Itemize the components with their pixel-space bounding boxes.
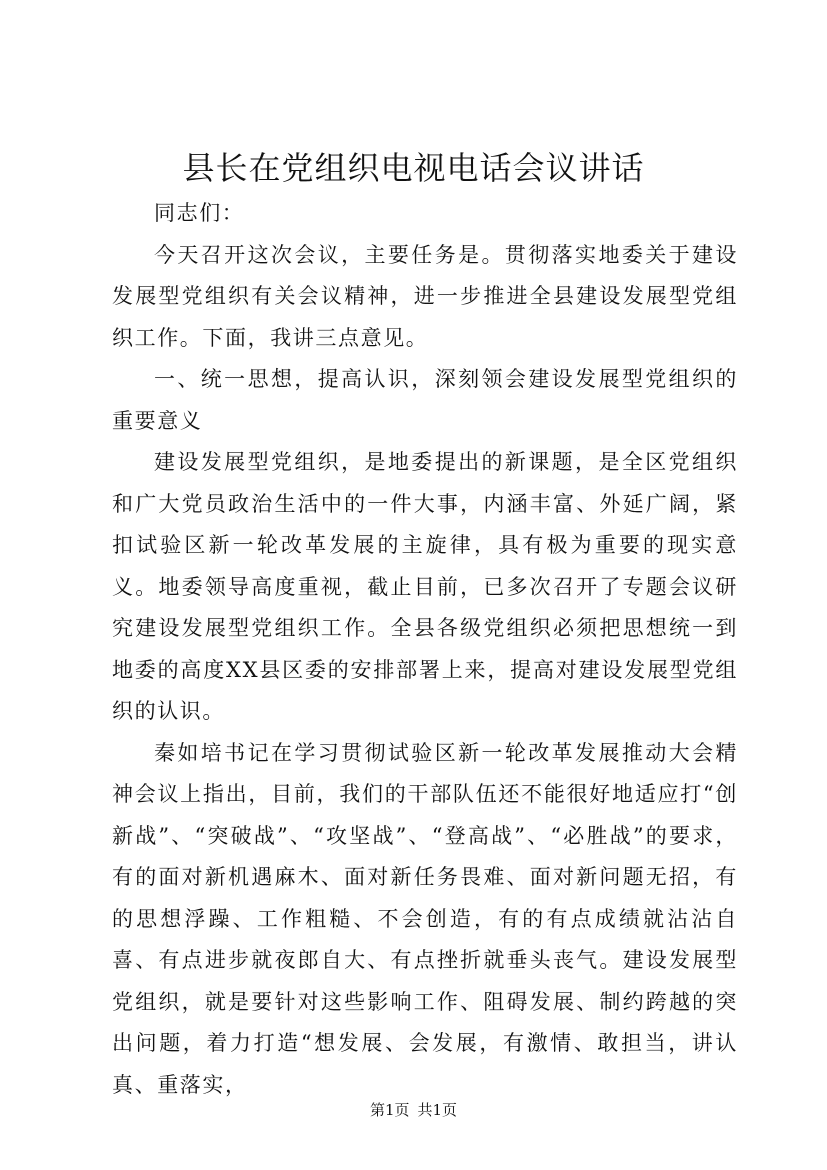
page-footer [0,1100,827,1120]
body-paragraph-intro: 今天召开这次会议，主要任务是。贯彻落实地委关于建设发展型党组织有关会议精神，进一步推进全县建设发展型党组织工作。下面，我讲三点意见。 [112,242,738,350]
document-body [112,193,738,1106]
body-paragraph: 秦如培书记在学习贯彻试验区新一轮改革发展推动大会精神会议上指出，目前，我们的干部队伍还不能很好地适应打“创新战”、“突破战”、“攻坚战”、“登高战”、“必胜战”的要求，有的面对新机遇麻木、面对新任务畏难、面对新问题无招，有的思想浮躁、工作粗糙、不会创造，有的有点成绩就沾沾自喜、有点进步就夜郎自大、有点挫折就垂头丧气。建设发展型党组织，就是要针对这些影响工作、阻碍发展、制约跨越的突出问题，着力打造“想发展、会发展，有激情、敢担当，讲认真、重落实， [112,740,738,1097]
section-heading-1: 一、统一思想，提高认识，深刻领会建设发展型党组织的重要意义 [112,367,738,433]
page-number: 第1页 [369,1101,410,1119]
page-total: 共1页 [417,1101,458,1119]
document-title: 县长在党组织电视电话会议讲话 [182,149,645,187]
body-paragraph: 建设发展型党组织，是地委提出的新课题，是全区党组织和广大党员政治生活中的一件大事，内涵丰富、外延广阔，紧扣试验区新一轮改革发展的主旋律，具有极为重要的现实意义。地委领导高度重视，截止目前，已多次召开了专题会议研究建设发展型党组织工作。全县各级党组织必须把思想统一到地委的高度XX县区委的安排部署上来，提高对建设发展型党组织的认识。 [112,450,738,723]
salutation-paragraph: 同志们： [154,201,245,225]
